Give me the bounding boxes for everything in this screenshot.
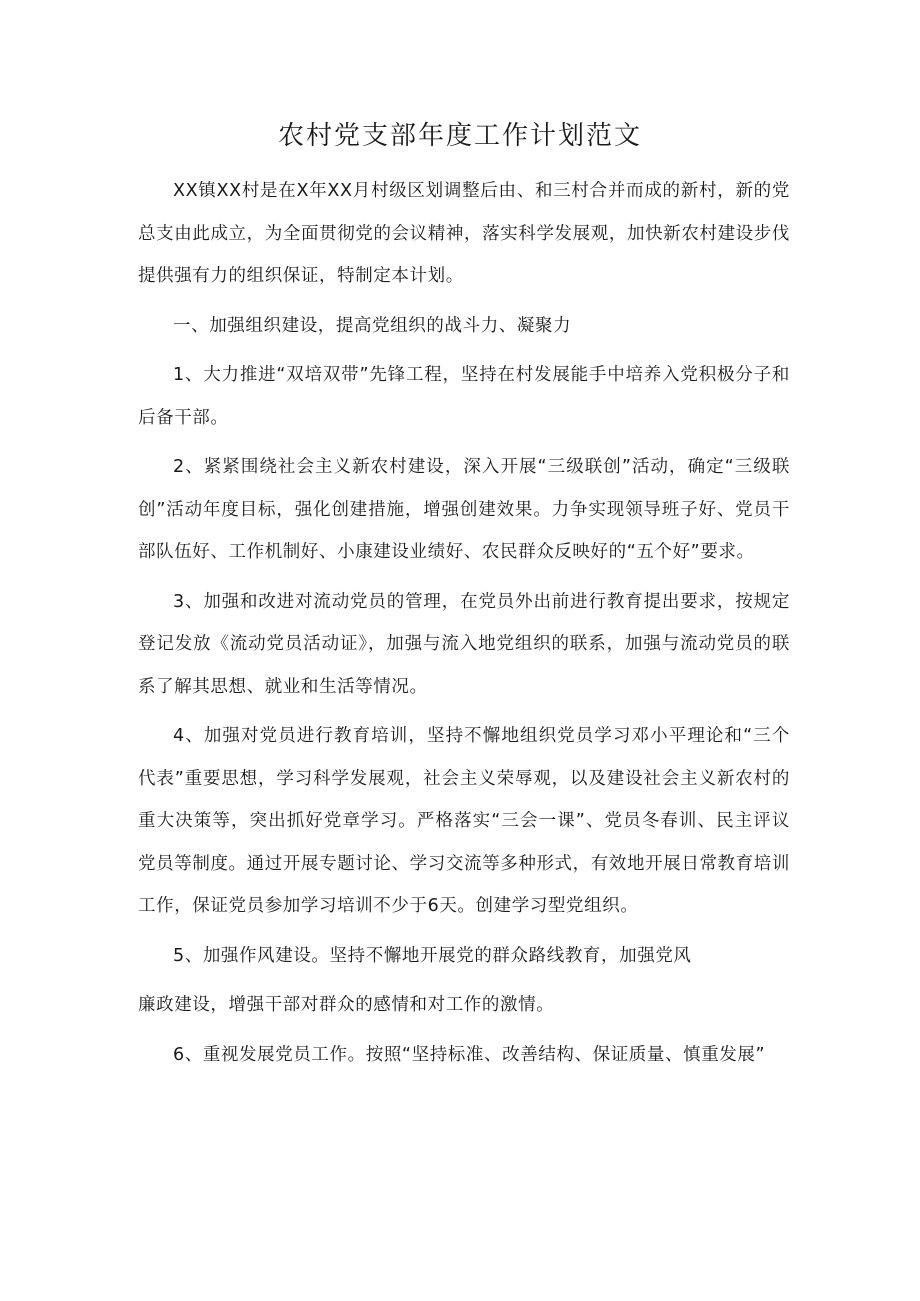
- paragraph-item-6: 6、重视发展党员工作。按照“坚持标准、改善结构、保证质量、慎重发展”: [173, 1044, 766, 1065]
- paragraph-item-5-continued: 廉政建设，增强干部对群众的感情和对工作的激情。: [138, 995, 555, 1015]
- paragraph-item-2: 2、紧紧围绕社会主义新农村建设，深入开展“三级联创”活动，确定“三级联创”活动年度目标，强化创建措施，增强创建效果。力争实现领导班子好、党员干部队伍好、工作机制好、小康建设业绩好、农民群众反映好的“五个好”要求。: [138, 457, 790, 562]
- document-body: [138, 170, 790, 1076]
- paragraph-item-5: 5、加强作风建设。坚持不懈地开展党的群众路线教育，加强党风: [173, 945, 692, 966]
- document-title: 农村党支部年度工作计划范文: [277, 121, 642, 151]
- section-heading-1: 一、加强组织建设，提高党组织的战斗力、凝聚力: [173, 315, 572, 336]
- paragraph-item-1: 1、大力推进“双培双带”先锋工程，坚持在村发展能手中培养入党积极分子和后备干部。: [138, 365, 790, 428]
- paragraph-item-3: 3、加强和改进对流动党员的管理，在党员外出前进行教育提出要求，按规定登记发放《流动党员活动证》，加强与流入地党组织的联系，加强与流动党员的联系了解其思想、就业和生活等情况。: [138, 591, 790, 697]
- paragraph-item-4: 4、加强对党员进行教育培训，坚持不懈地组织党员学习邓小平理论和“三个代表”重要思想，学习科学发展观，社会主义荣辱观，以及建设社会主义新农村的重大决策等，突出抓好党章学习。严格落实“三会一课”、党员冬春训、民主评议党员等制度。通过开展专题讨论、学习交流等多种形式，有效地开展日常教育培训工作，保证党员参加学习培训不少于6天。创建学习型党组织。: [138, 726, 790, 916]
- paragraph-intro: XX镇XX村是在X年XX月村级区划调整后由、和三村合并而成的新村，新的党总支由此成立，为全面贯彻党的会议精神，落实科学发展观，加快新农村建设步伐提供强有力的组织保证，特制定本计划。: [138, 181, 790, 286]
